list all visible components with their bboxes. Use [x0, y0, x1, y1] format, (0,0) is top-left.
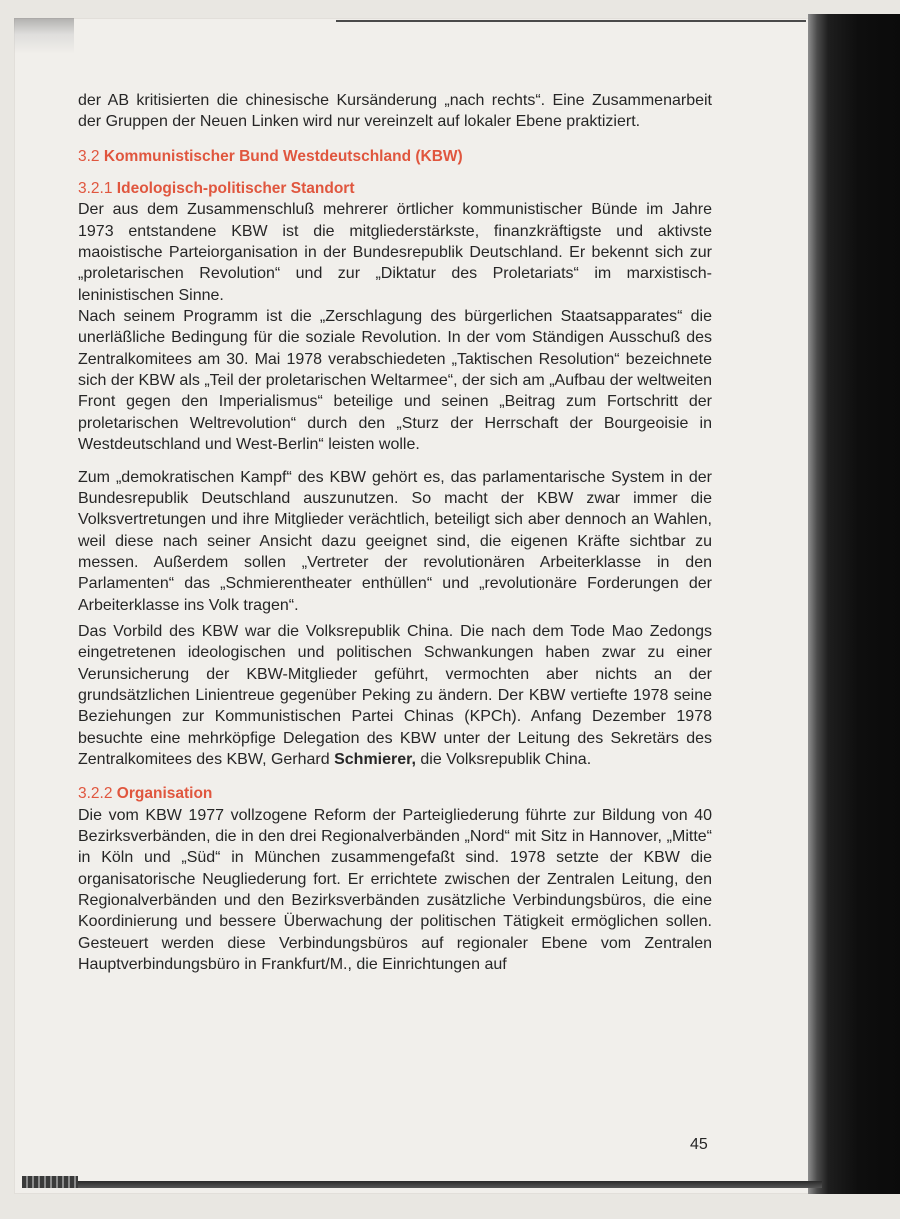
section-number: 3.2.1 — [78, 180, 113, 198]
paragraph: Der aus dem Zusammenschluß mehrerer örtlicher kommunistischer Bünde im Jahre 1973 entstandene KBW ist die mitgliederstärkste, finanzkräftigste und aktivste maoistische Parteiorganisation in der Bundesrepublik Deutschland. Er bekennt sich zur „proletarischen Revolution“ und zur „Diktatur des Proletariats“ im marxistisch-leninistischen Sinne. — [78, 201, 712, 304]
section-number: 3.2 — [78, 147, 100, 165]
paragraph-text: Das Vorbild des KBW war die Volksrepublik China. Die nach dem Tode Mao Zedongs eingetretenen ideologischen und politischen Schwankungen haben zwar zu einer Verunsicherung der KBW-Mitglieder geführt, vermochten aber nichts an der grundsätzlichen Linientreue gegenüber Peking zu ändern. Der KBW vertiefte 1978 seine Beziehungen zur Kommunistischen Partei Chinas (KPCh). Anfang Dezember 1978 besuchte eine mehrköpfige Delegation des KBW unter der Leitung des Sekretärs des Zentralkomitees des KBW, Gerhard — [78, 622, 712, 768]
section-title: Kommunistischer Bund Westdeutschland (KBW) — [103, 147, 463, 165]
paragraph: Zum „demokratischen Kampf“ des KBW gehört es, das parlamentarische System in der Bundesrepublik Deutschland auszunutzen. So macht der KBW zwar immer die Volksvertretungen und ihre Mitglieder verächtlich, beteiligt sich aber dennoch an Wahlen, weil diese nach seiner Ansicht dazu geeignet sind, die eigenen Kräfte sichtbar zu messen. Außerdem sollen „Vertreter der revolutionären Arbeiterklasse in den Parlamenten“ das „Schmierentheater enthüllen“ und „revolutionäre Forderungen der Arbeiterklasse ins Volk tragen“. — [78, 468, 712, 614]
paragraph: Die vom KBW 1977 vollzogene Reform der Parteigliederung führte zur Bildung von 40 Bezirksverbänden, die in den drei Regionalverbänden „Nord“ mit Sitz in Hannover, „Mitte“ in Köln und „Süd“ in München zusammengefaßt sind. 1978 setzte der KBW die organisatorische Neugliederung fort. Er errichtete zwischen der Zentralen Leitung, den Regionalverbänden und den Bezirksverbänden zusätzliche Verbindungsbüros, die eine Koordinierung und bessere Überwachung der politischen Tätigkeit ermöglichen sollen. Gesteuert werden diese Verbindungsbüros auf regionaler Ebene vom Zentralen Hauptverbindungsbüro in Frankfurt/M., die Einrichtungen auf — [78, 806, 712, 974]
bottom-rule — [22, 1181, 822, 1188]
paragraph-text: die Volksrepublik China. — [415, 750, 592, 768]
paragraph — [78, 621, 712, 770]
section-number: 3.2.2 — [78, 785, 113, 803]
section-heading-3-2-2 — [78, 783, 712, 804]
book-spine — [808, 14, 900, 1194]
intro-paragraph: der AB kritisierten die chinesische Kursänderung „nach rechts“. Eine Zusammenarbeit der Gruppen der Neuen Linken wird nur vereinzelt auf lokaler Ebene praktiziert. — [78, 92, 712, 131]
section-title: Ideologisch-politischer Standort — [116, 180, 355, 198]
page-number: 45 — [690, 1136, 708, 1153]
section-heading-3-2-1 — [78, 178, 712, 199]
top-rule — [336, 20, 806, 22]
person-name: Schmierer, — [334, 750, 416, 768]
page-content — [78, 90, 712, 975]
scan-edge-mark — [22, 1176, 78, 1188]
scan-shadow — [14, 18, 74, 54]
section-heading-3-2 — [78, 146, 712, 167]
paragraph: Nach seinem Programm ist die „Zerschlagung des bürgerlichen Staatsapparates“ die unerläßliche Bedingung für die soziale Revolution. In der vom Ständigen Ausschuß des Zentralkomitees am 30. Mai 1978 verabschiedeten „Taktischen Resolution“ bezeichnete sich der KBW als „Teil der proletarischen Weltarmee“, der sich am „Aufbau der weltweiten Front gegen den Imperialismus“ beteilige und seinen „Beitrag zum Fortschritt der proletarischen Weltrevolution“ durch den „Sturz der Herrschaft der Bourgeoisie in Westdeutschland und West-Berlin“ leisten wolle. — [78, 308, 712, 454]
section-title: Organisation — [116, 785, 213, 803]
